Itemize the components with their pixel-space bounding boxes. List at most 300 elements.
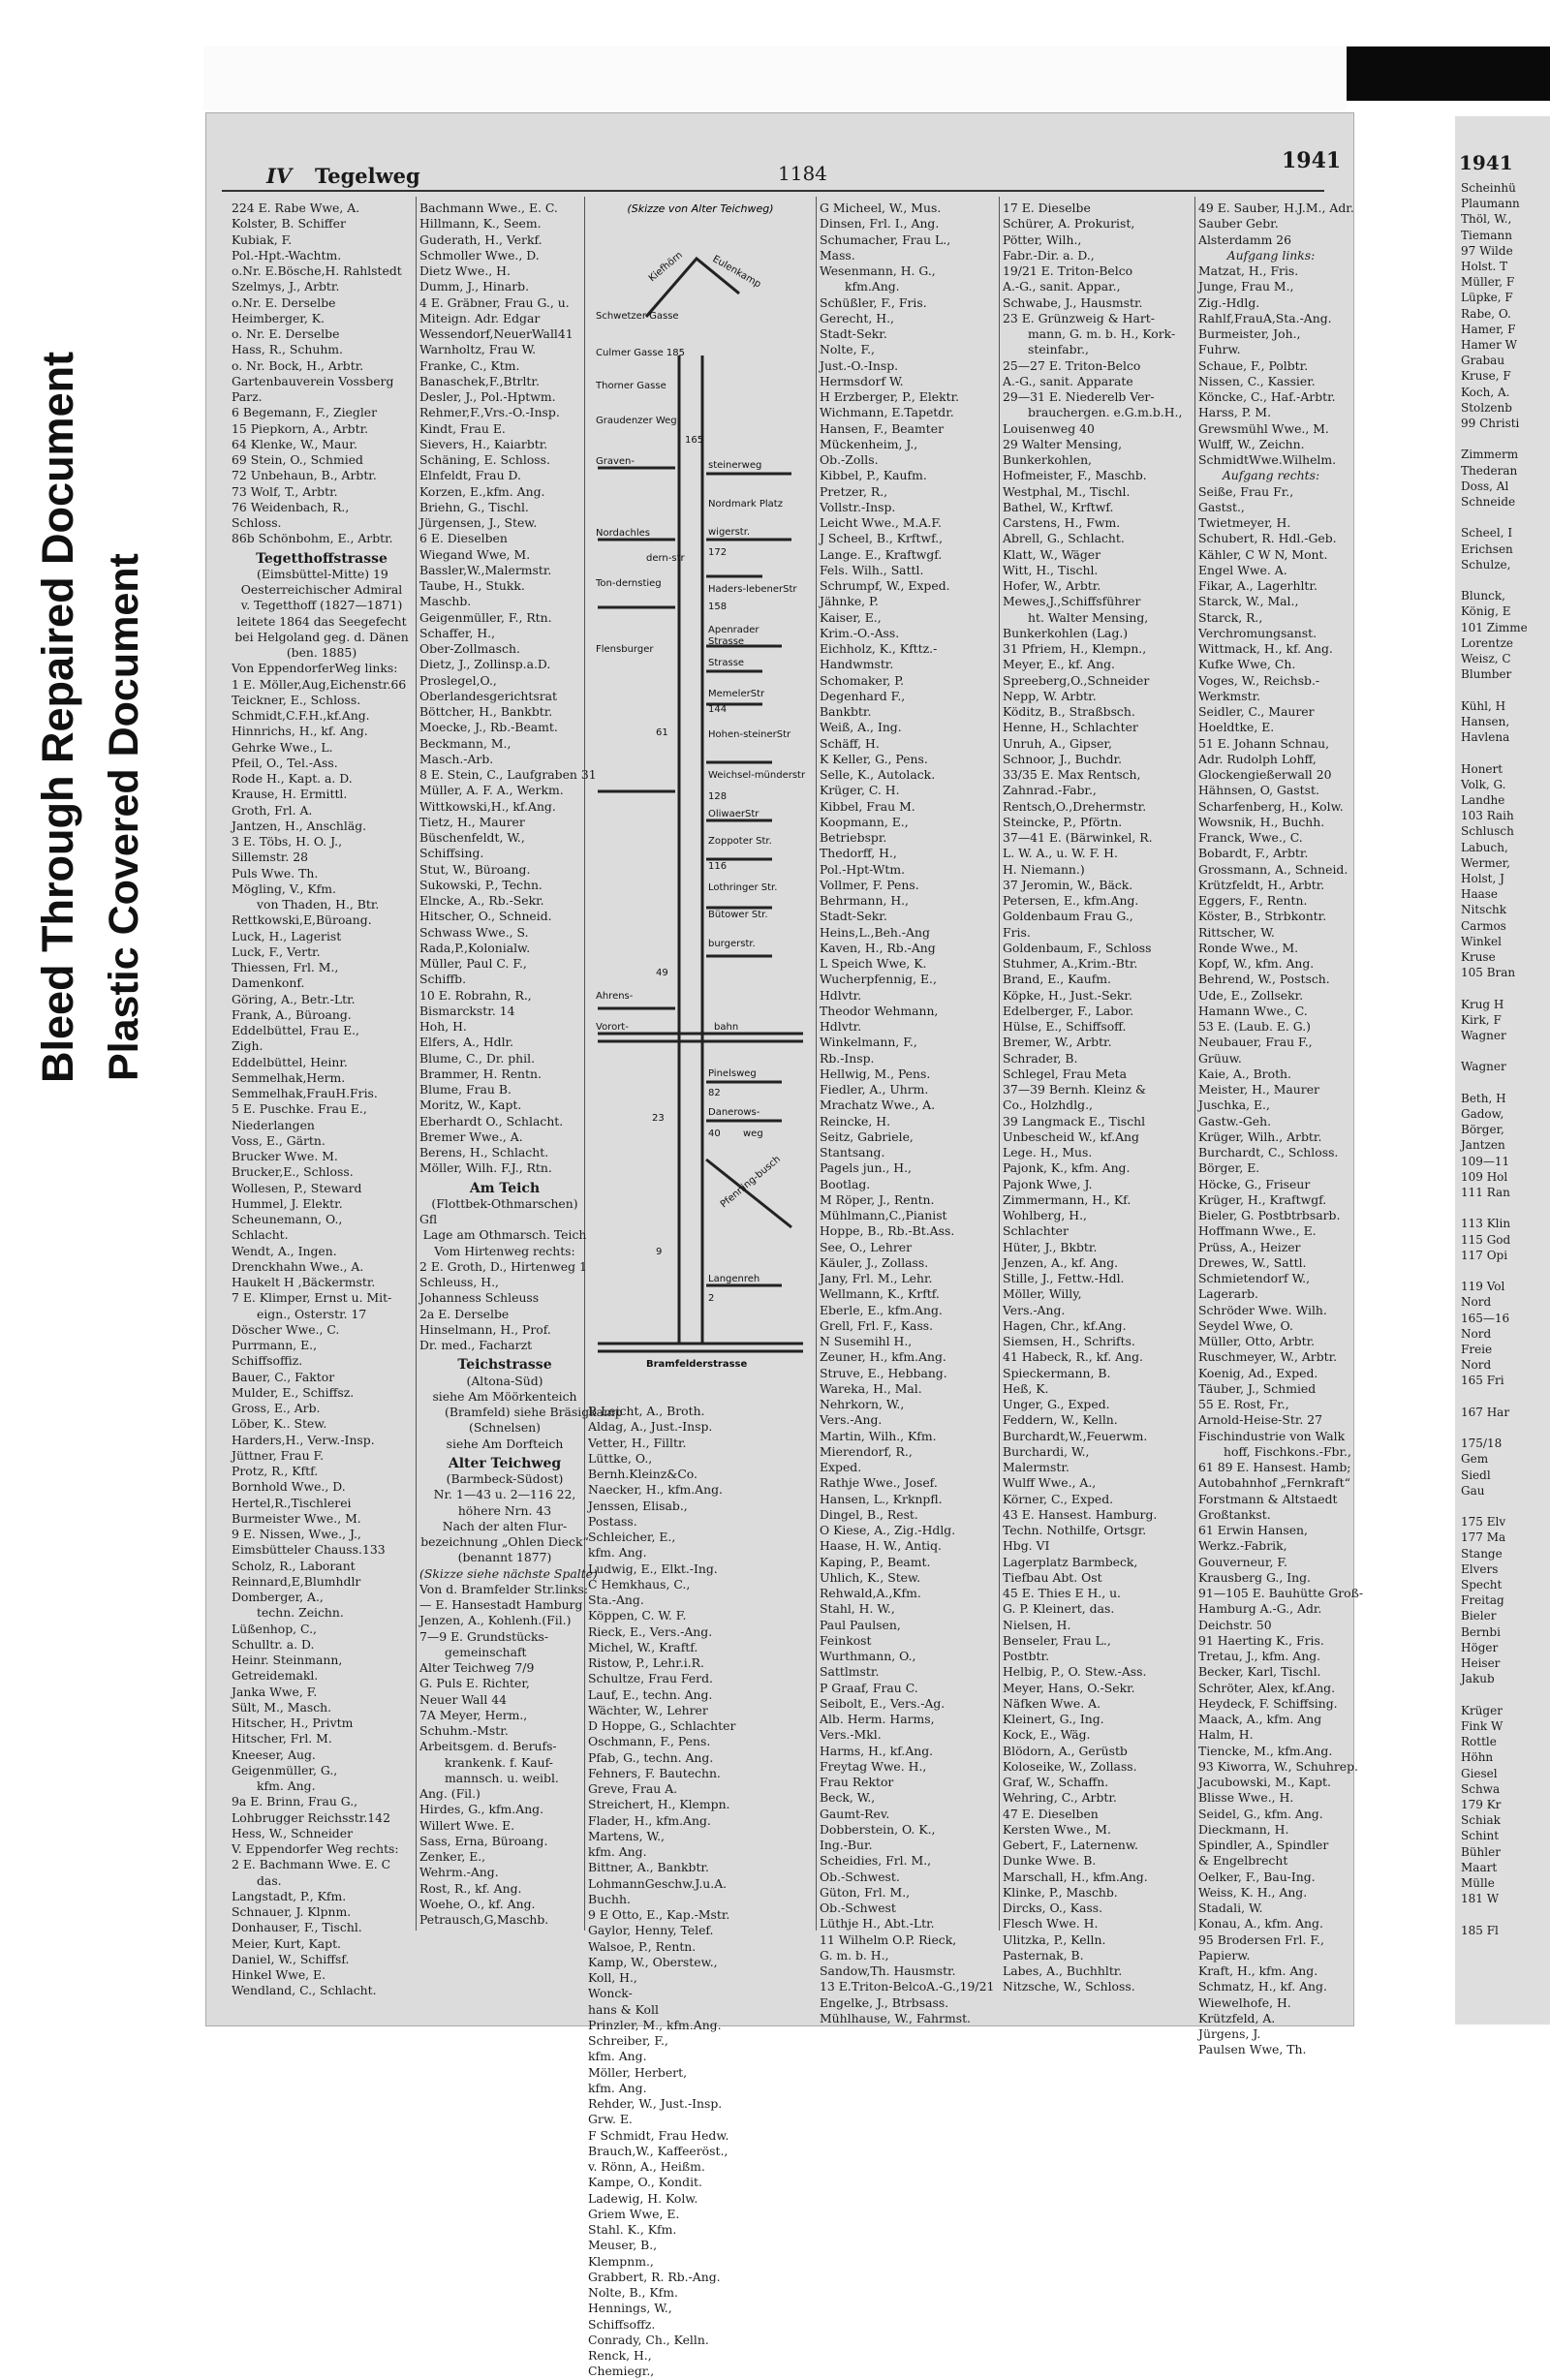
directory-entry: Kersten Wwe., M. — [1003, 1821, 1111, 1837]
directory-entry: mannsch. u. weibl. — [445, 1770, 559, 1785]
directory-entry: Seiße, Frau Fr., — [1198, 483, 1294, 499]
directory-entry: Struve, E., Hebbang. — [820, 1365, 947, 1380]
directory-entry: 69 Stein, O., Schmied — [232, 452, 363, 467]
adjacent-page-line: 109—11 — [1461, 1154, 1510, 1168]
directory-entry: Grewsmühl Wwe., M. — [1198, 420, 1329, 436]
directory-entry: Junge, Frau M., — [1198, 279, 1294, 294]
adjacent-page-line: 165 Fri — [1461, 1374, 1504, 1388]
directory-entry: (Altona-Süd) — [466, 1373, 543, 1388]
sketch-label: wigerstr. — [708, 527, 751, 538]
directory-entry: Kaiser, E., — [820, 609, 882, 625]
directory-entry: Fikar, A., Lagerhltr. — [1198, 578, 1318, 593]
directory-entry: Bremer, W., Arbtr. — [1003, 1035, 1112, 1050]
directory-entry: kfm. Ang. — [588, 2049, 647, 2064]
directory-entry: (Flottbek-Othmarschen) — [431, 1195, 578, 1211]
directory-entry: Forstmann & Altstaedt — [1198, 1491, 1338, 1506]
directory-entry: Haase, H. W., Antiq. — [820, 1538, 942, 1554]
adjacent-page-line: Siedl — [1461, 1468, 1491, 1482]
directory-entry: Wessendorf,NeuerWall41 — [419, 326, 574, 341]
directory-entry: 93 Kiworra, W., Schuhrep. — [1198, 1758, 1358, 1774]
directory-entry: Bathel, W., Krftwf. — [1003, 499, 1114, 514]
directory-entry: Gerecht, H., — [820, 310, 894, 325]
directory-entry: Oschmann, F., Pens. — [588, 1734, 711, 1749]
directory-entry: Greve, Frau A. — [588, 1781, 678, 1796]
sketch-label: 165 — [685, 435, 704, 446]
directory-entry: 224 E. Rabe Wwe, A. — [232, 201, 360, 215]
directory-entry: Müller, Otto, Arbtr. — [1198, 1334, 1316, 1348]
sketch-label: Kiefhörn — [646, 250, 685, 285]
column-divider — [999, 197, 1000, 1931]
directory-entry: 95 Brodersen Frl. F., — [1198, 1932, 1324, 1947]
directory-entry: Grabbert, R. Rb.-Ang. — [588, 2269, 721, 2284]
directory-entry: Dr. med., Facharzt — [419, 1338, 533, 1352]
directory-entry: Rode H., Kapt. a. D. — [232, 771, 353, 786]
directory-entry: Glockengießerwall 20 — [1198, 767, 1332, 782]
directory-entry: Gouverneur, F. — [1198, 1554, 1287, 1569]
directory-entry: Pagels jun., H., — [820, 1160, 912, 1176]
directory-entry: bezeichnung „Ohlen Dieck“ — [420, 1534, 589, 1549]
adjacent-page-line: Krug H — [1461, 997, 1504, 1011]
directory-entry: Jantzen, H., Anschläg. — [232, 818, 367, 833]
directory-entry: (Bramfeld) siehe Bräsigkamp — [445, 1405, 623, 1419]
directory-entry: Köncke, C., Haf.-Arbtr. — [1198, 389, 1336, 404]
directory-entry: Walsoe, P., Rentn. — [588, 1938, 697, 1954]
directory-entry: Winkelmann, F., — [820, 1035, 917, 1050]
directory-entry: Bootlag. — [820, 1176, 871, 1191]
directory-entry: Wehring, C., Arbtr. — [1003, 1790, 1117, 1806]
directory-entry: Domberger, A., — [232, 1590, 324, 1604]
directory-entry: Matzat, H., Fris. — [1198, 263, 1299, 278]
adjacent-page-line: Blumber — [1461, 667, 1512, 682]
directory-entry: Dinsen, Frl. I., Ang. — [820, 216, 940, 232]
directory-entry: 6 E. Dieselben — [419, 531, 508, 546]
directory-entry: Eddelbüttel, Frau E., — [232, 1023, 359, 1037]
column-1 — [232, 201, 412, 1999]
adjacent-page-line: Volk, G. — [1461, 777, 1506, 791]
directory-entry: 2a E. Derselbe — [419, 1306, 510, 1321]
adjacent-page-line: Schulze, — [1461, 557, 1511, 572]
directory-entry: Wucherpfennig, E., — [820, 972, 937, 987]
directory-entry: O Kiese, A., Zig.-Hdlg. — [820, 1523, 956, 1537]
sketch-label: weg — [743, 1128, 763, 1139]
directory-entry: Lüttke, O., — [588, 1450, 653, 1466]
directory-entry: Fiedler, A., Uhrm. — [820, 1082, 929, 1097]
directory-entry: 6 Begemann, F., Ziegler — [232, 405, 378, 420]
directory-entry: Mögling, V., Kfm. — [232, 881, 336, 896]
directory-entry: Rettkowski,E,Büroang. — [232, 912, 372, 928]
sketch-label: Ton-dernstieg — [596, 578, 662, 589]
directory-entry: 25—27 E. Triton-Belco — [1003, 357, 1141, 373]
adjacent-page-line: Müller, F — [1461, 275, 1515, 290]
directory-entry: Burchardi, W., — [1003, 1443, 1090, 1459]
adjacent-page-line: Kirk, F — [1461, 1012, 1502, 1027]
directory-entry: Kaie, A., Broth. — [1198, 1066, 1291, 1081]
sketch-label: Nordmark Platz — [708, 499, 783, 510]
sketch-label: Langenreh — [708, 1274, 760, 1284]
directory-entry: Scheidies, Frl. M., — [820, 1853, 932, 1869]
adjacent-page-line: Haase — [1461, 887, 1499, 902]
directory-entry: das. — [257, 1872, 282, 1888]
directory-entry: techn. Zeichn. — [257, 1605, 344, 1621]
column-5 — [1003, 201, 1191, 1995]
directory-entry: Dietz, J., Zollinsp.a.D. — [419, 657, 551, 672]
directory-entry: Meyer, E., kf. Ang. — [1003, 657, 1115, 672]
directory-entry: von Thaden, H., Btr. — [257, 897, 380, 912]
directory-entry: Mass. — [820, 247, 855, 263]
directory-entry: Luck, F., Vertr. — [232, 943, 321, 959]
directory-entry: Schnauer, J. Klpnm. — [232, 1904, 352, 1919]
directory-entry: Eddelbüttel, Heinr. — [232, 1054, 348, 1069]
directory-entry: Labes, A., Buchhltr. — [1003, 1963, 1123, 1978]
directory-entry: Johanness Schleuss — [419, 1290, 540, 1306]
directory-entry: Halm, H. — [1198, 1727, 1254, 1743]
sketch-label: 144 — [708, 704, 728, 715]
directory-entry: Jany, Frl. M., Lehr. — [820, 1271, 933, 1285]
column-3-entries — [588, 1404, 813, 2380]
directory-entry: Dobberstein, O. K., — [820, 1821, 936, 1837]
directory-entry: Jenzen, A., kf. Ang. — [1003, 1254, 1119, 1270]
adjacent-page-line: 179 Kr — [1461, 1797, 1502, 1811]
directory-entry: Harss, P. M. — [1198, 405, 1272, 420]
directory-entry: Wellmann, K., Krftf. — [820, 1286, 940, 1302]
adjacent-page-line: Tiemann — [1461, 228, 1512, 242]
directory-entry: Alter Teichweg 7/9 — [419, 1660, 535, 1675]
adjacent-page-line: Kruse, F — [1461, 369, 1511, 384]
sketch-label: Pinelsweg — [708, 1068, 757, 1079]
adjacent-page-line: Honert — [1461, 761, 1504, 776]
directory-entry: Kindt, Frau E. — [419, 420, 506, 436]
directory-entry: Autobahnhof „Fernkraft“ — [1198, 1475, 1350, 1491]
directory-entry: Brucker Wwe. M. — [232, 1149, 338, 1163]
adjacent-page-line: Lorentze — [1461, 635, 1514, 650]
directory-entry: Warnholtz, Frau W. — [419, 342, 537, 357]
directory-entry: Nepp, W. Arbtr. — [1003, 688, 1097, 703]
directory-entry: Renck, H., — [588, 2348, 652, 2363]
adjacent-page-line: Stange — [1461, 1546, 1503, 1561]
directory-entry: Wiegand Wwe, M. — [419, 546, 531, 562]
directory-entry: SchmidtWwe.Wilhelm. — [1198, 452, 1337, 467]
adjacent-page-line: Winkel — [1461, 934, 1502, 948]
directory-entry: Rieck, E., Vers.-Ang. — [588, 1623, 713, 1639]
directory-entry: Jüttner, Frau F. — [232, 1447, 325, 1463]
sketch-label: 49 — [656, 968, 668, 978]
directory-entry: Reinnard,E,Blumhdlr — [232, 1573, 361, 1589]
adjacent-page-line: Freie — [1461, 1343, 1493, 1357]
directory-entry: Ob.-Zolls. — [820, 452, 879, 467]
directory-entry: Franck, Wwe., C. — [1198, 830, 1303, 845]
adjacent-page-line — [1455, 980, 1550, 996]
sketch-label: Weichsel-münderstr — [708, 770, 806, 781]
directory-entry: Pfab, G., techn. Ang. — [588, 1749, 714, 1765]
directory-entry: 86b Schönbohm, E., Arbtr. — [232, 531, 393, 546]
directory-entry: Hagen, Chr., kf.Ang. — [1003, 1317, 1127, 1333]
directory-entry: Langstadt, P., Kfm. — [232, 1888, 347, 1903]
directory-entry: Steincke, P., Pförtn. — [1003, 814, 1123, 829]
directory-entry: Kubiak, F. — [232, 232, 293, 247]
directory-entry: Guderath, H., Verkf. — [419, 232, 542, 247]
directory-entry: 51 E. Johann Schnau, — [1198, 735, 1330, 751]
directory-entry: kfm. Ang. — [588, 1844, 647, 1859]
directory-entry: Szelmys, J., Arbtr. — [232, 279, 340, 294]
directory-entry: Hähnsen, O, Gastst. — [1198, 783, 1319, 798]
directory-entry: Kraft, H., kfm. Ang. — [1198, 1963, 1318, 1978]
directory-entry: Ruschmeyer, W., Arbtr. — [1198, 1349, 1338, 1365]
directory-entry: Starck, R., — [1198, 609, 1263, 625]
directory-entry: Ronde Wwe., M. — [1198, 940, 1299, 955]
directory-entry: Damenkonf. — [232, 975, 305, 991]
directory-entry: Schumacher, Frau L., — [820, 232, 951, 247]
sketch-label: steinerweg — [708, 460, 762, 471]
directory-entry: Degenhard F., — [820, 688, 906, 703]
adjacent-page-line: Labuch, — [1461, 840, 1508, 854]
directory-entry: Pretzer, R., — [820, 483, 888, 499]
directory-entry: Elnfeldt, Frau D. — [419, 468, 521, 483]
directory-entry: 37 Jeromin, W., Bäck. — [1003, 877, 1133, 892]
directory-entry: Burmeister Wwe., M. — [232, 1510, 361, 1526]
directory-entry: Maack, A., kfm. Ang — [1198, 1712, 1322, 1726]
directory-entry: Unger, G., Exped. — [1003, 1397, 1110, 1411]
directory-entry: Dieckmann, H. — [1198, 1821, 1289, 1837]
directory-entry: 13 E.Triton-BelcoA.-G.,19/21 — [820, 1979, 995, 1994]
directory-entry: kfm.Ang. — [845, 279, 900, 294]
directory-entry: Göring, A., Betr.-Ltr. — [232, 991, 356, 1006]
directory-entry: 8 E. Stein, C., Laufgraben 31 — [419, 767, 597, 782]
directory-entry: Nielsen, H. — [1003, 1617, 1071, 1632]
directory-entry: Mühlmann,C.,Pianist — [820, 1208, 947, 1222]
scan-dark-edge — [1347, 46, 1550, 101]
directory-entry: Döscher Wwe., C. — [232, 1321, 340, 1337]
directory-entry: o. Nr. E. Derselbe — [232, 326, 340, 341]
directory-entry: Pol.-Hpt-Wtm. — [820, 861, 906, 877]
directory-entry: Theodor Wehmann, — [820, 1003, 939, 1018]
side-label-plastic-covered: Plastic Covered Document — [101, 553, 147, 1081]
header-rule — [222, 190, 1324, 192]
directory-entry: Hennings, W., — [588, 2301, 672, 2316]
directory-entry: Jenssen, Elisab., — [588, 1498, 688, 1513]
directory-entry: Feddern, W., Kelln. — [1003, 1412, 1118, 1428]
directory-entry: Lege. H., Mus. — [1003, 1145, 1093, 1159]
adjacent-page-line: 113 Klin — [1461, 1217, 1511, 1231]
adjacent-page-line: Elvers — [1461, 1561, 1499, 1576]
directory-entry: Sandow,Th. Hausmstr. — [820, 1963, 956, 1978]
directory-entry: Bassler,W.,Malermstr. — [419, 562, 552, 577]
directory-entry: Ristow, P., Lehr.i.R. — [588, 1655, 704, 1670]
directory-entry: Hinselmann, H., Prof. — [419, 1321, 551, 1337]
directory-entry: ht. Walter Mensing, — [1028, 609, 1149, 625]
adjacent-page-line: Schint — [1461, 1829, 1500, 1843]
sketch-label: Schwetzer Gasse — [596, 311, 679, 322]
directory-entry: Seydel Wwe, O. — [1198, 1317, 1293, 1333]
directory-entry: Conrady, Ch., Kelln. — [588, 2332, 709, 2347]
directory-entry: Vetter, H., Filltr. — [588, 1435, 687, 1450]
directory-entry: Deichstr. 50 — [1198, 1617, 1272, 1632]
directory-entry: 5 E. Puschke. Frau E., — [232, 1101, 367, 1117]
directory-entry: 9 E. Nissen, Wwe., J., — [232, 1527, 361, 1541]
adjacent-page-line: Wermer, — [1461, 855, 1510, 870]
directory-entry: Exped. — [820, 1460, 862, 1474]
directory-entry: Vollstr.-Insp. — [820, 499, 896, 514]
directory-entry: Maschb. — [419, 594, 472, 609]
directory-entry: Purrmann, E., — [232, 1338, 318, 1352]
directory-entry: Hinnrichs, H., kf. Ang. — [232, 724, 368, 739]
directory-entry: Gebert, F., Laternenw. — [1003, 1838, 1138, 1852]
directory-entry: Spieckermann, B. — [1003, 1365, 1111, 1380]
street-heading: Tegelweg — [315, 164, 420, 188]
directory-entry: Rada,P.,Kolonialw. — [419, 940, 531, 955]
directory-entry: Wiewelhofe, H. — [1198, 1994, 1291, 2010]
adjacent-page-line — [1455, 1687, 1550, 1703]
directory-entry: Ang. (Fil.) — [419, 1786, 480, 1801]
directory-entry: Burchardt,W.,Feuerwm. — [1003, 1428, 1148, 1443]
directory-entry: Schürer, A. Prokurist, — [1003, 216, 1135, 232]
directory-entry: Pfeil, O., Tel.-Ass. — [232, 755, 338, 770]
directory-entry: Jacubowski, M., Kapt. — [1198, 1775, 1331, 1789]
directory-entry: Bauer, C., Faktor — [232, 1369, 335, 1384]
sketch-label: Zoppoter Str. — [708, 836, 772, 847]
adjacent-page-line: Maart — [1461, 1860, 1498, 1874]
directory-entry: Brand, E., Kaufm. — [1003, 972, 1111, 987]
directory-entry: Wichmann, E.Tapetdr. — [820, 405, 954, 420]
directory-entry: Stille, J., Fettw.-Hdl. — [1003, 1271, 1125, 1285]
directory-entry: 73 Wolf, T., Arbtr. — [232, 483, 338, 499]
adjacent-page-line — [1455, 1043, 1550, 1059]
directory-entry: Käuler, J., Zollass. — [820, 1254, 929, 1270]
directory-entry: Krüger, H., Kraftwgf. — [1198, 1191, 1327, 1207]
directory-entry: J Scheel, B., Krftwf., — [820, 531, 944, 546]
directory-entry: Sattlmstr. — [820, 1664, 880, 1680]
directory-entry: Bankbtr. — [820, 704, 872, 719]
directory-entry: Seidler, C., Maurer — [1198, 704, 1315, 719]
directory-entry: 15 Piepkorn, A., Arbtr. — [232, 420, 369, 436]
directory-entry: Hülse, E., Schiffsoff. — [1003, 1019, 1127, 1034]
directory-entry: Schwass Wwe., S. — [419, 924, 529, 940]
adjacent-page-line: Bühler — [1461, 1844, 1501, 1859]
directory-entry: Vollmer, F. Pens. — [820, 877, 919, 892]
directory-entry: Krim.-O.-Ass. — [820, 625, 900, 640]
directory-entry: Betriebspr. — [820, 830, 887, 845]
directory-entry: Freytag Wwe. H., — [820, 1758, 927, 1774]
directory-entry: Groth, Frl. A. — [232, 802, 313, 818]
directory-entry: Hofmeister, F., Maschb. — [1003, 468, 1147, 483]
directory-entry: Witt, H., Tischl. — [1003, 562, 1099, 577]
directory-entry: L. W. A., u. W. F. H. — [1003, 846, 1118, 861]
directory-entry: Ing.-Bur. — [820, 1838, 873, 1852]
directory-entry: Krützfeld, A. — [1198, 2010, 1276, 2025]
adjacent-page-line: Höhn — [1461, 1750, 1494, 1765]
directory-entry: Carstens, H., Fwm. — [1003, 515, 1121, 530]
adjacent-page-line: Holst, J — [1461, 871, 1504, 885]
directory-entry: 91—105 E. Bauhütte Groß- — [1198, 1586, 1364, 1600]
directory-entry: Köditz, B., Straßbsch. — [1003, 704, 1135, 719]
directory-entry: Lagerarb. — [1198, 1286, 1258, 1302]
directory-entry: Teickner, E., Schloss. — [232, 692, 361, 707]
directory-entry: siehe Am Dorfteich — [446, 1436, 564, 1451]
adjacent-page-line: Nord — [1461, 1358, 1492, 1373]
directory-entry: Gfl — [419, 1212, 438, 1226]
directory-entry: Neuer Wall 44 — [419, 1691, 508, 1707]
year-label: 1941 — [1282, 148, 1342, 173]
directory-entry: Petrausch,G,Maschb. — [419, 1912, 549, 1927]
adjacent-page-line — [1455, 431, 1550, 447]
directory-entry: H Erzberger, P., Elektr. — [820, 389, 960, 404]
directory-entry: Just.-O.-Insp. — [820, 357, 899, 373]
directory-entry: Müller, A. F. A., Werkm. — [419, 783, 564, 798]
directory-entry: Krützfeldt, H., Arbtr. — [1198, 877, 1325, 892]
sketch-label: OliwaerStr — [708, 809, 760, 819]
sketch-label: Flensburger — [596, 644, 654, 655]
directory-entry: (ben. 1885) — [286, 645, 357, 660]
directory-entry: Paulsen Wwe, Th. — [1198, 2042, 1307, 2057]
adjacent-page-line: Heiser — [1461, 1656, 1501, 1671]
directory-entry: A.-G., sanit. Appar., — [1003, 279, 1121, 294]
adjacent-page-line: 99 Christi — [1461, 417, 1520, 431]
directory-entry: hans & Koll — [588, 2001, 659, 2017]
directory-entry: Buchh. — [588, 1891, 631, 1906]
directory-entry: Rehwald,A.,Kfm. — [820, 1586, 921, 1600]
sketch-label: 158 — [708, 602, 728, 612]
directory-entry: Mierendorf, R., — [820, 1443, 913, 1459]
sketch-map-drawing — [588, 201, 813, 1398]
directory-entry: Koloseike, W., Zollass. — [1003, 1758, 1137, 1774]
directory-entry: Eimsbütteler Chauss.133 — [232, 1542, 386, 1558]
directory-entry: Tretau, J., kfm. Ang. — [1198, 1649, 1321, 1663]
directory-entry: Schmoller Wwe., D. — [419, 247, 540, 263]
directory-entry: Pötter, Wilh., — [1003, 232, 1082, 247]
side-label-bleed-through: Bleed Through Repaired Document — [33, 351, 82, 1083]
directory-entry: 10 E. Robrahn, R., — [419, 987, 532, 1003]
directory-entry: Michel, W., Kraftf. — [588, 1639, 698, 1654]
directory-entry: Vers.-Ang. — [1003, 1302, 1066, 1317]
directory-entry: Meuser, B., — [588, 2238, 658, 2253]
sketch-label: bahn — [714, 1022, 739, 1033]
adjacent-page-line: Hamer W — [1461, 338, 1517, 353]
directory-entry: Seibolt, E., Vers.-Ag. — [820, 1695, 946, 1711]
directory-entry: Beck, W., — [820, 1790, 876, 1806]
directory-entry: 45 E. Thies E H., u. — [1003, 1586, 1121, 1600]
directory-entry: Kibbel, Frau M. — [820, 798, 915, 814]
adjacent-page-line: Hamer, F — [1461, 322, 1516, 336]
directory-entry: Krüger, C. H. — [820, 783, 900, 798]
directory-entry: Möller, Wilh. F.J., Rtn. — [419, 1160, 552, 1176]
directory-entry: 47 E. Dieselben — [1003, 1806, 1099, 1821]
directory-entry: Körner, C., Exped. — [1003, 1491, 1114, 1506]
directory-entry: Woehe, O., kf. Ang. — [419, 1896, 536, 1911]
adjacent-page-line: 175 Elv — [1461, 1515, 1506, 1530]
adjacent-page-line: 185 Fl — [1461, 1923, 1499, 1937]
directory-entry: Hansen, L., Krknpfl. — [820, 1491, 943, 1506]
adjacent-page-line: Beth, H — [1461, 1091, 1506, 1105]
directory-entry: Müller, Paul C. F., — [419, 956, 527, 971]
directory-entry: Hamburg A.-G., Adr. — [1198, 1601, 1322, 1617]
directory-entry: Möller, Herbert, — [588, 2064, 688, 2080]
directory-entry: Eggers, F., Rentn. — [1198, 893, 1308, 908]
directory-entry: 7 E. Klimper, Ernst u. Mit- — [232, 1290, 392, 1306]
adjacent-page-line — [1455, 572, 1550, 588]
directory-entry: Schmietendorf W., — [1198, 1271, 1311, 1285]
directory-entry: Banaschek,F.,Btrltr. — [419, 373, 540, 388]
adjacent-page-line: Hansen, — [1461, 714, 1510, 728]
directory-entry: 43 E. Hansest. Hamburg. — [1003, 1506, 1158, 1522]
directory-entry: Bobardt, F., Arbtr. — [1198, 846, 1309, 861]
directory-entry: Flesch Wwe. H. — [1003, 1916, 1099, 1932]
directory-entry: Henne, H., Schlachter — [1003, 720, 1138, 735]
sketch-label: burgerstr. — [708, 939, 756, 949]
directory-entry: Sillemstr. 28 — [232, 850, 309, 865]
directory-entry: 91 Haerting K., Fris. — [1198, 1632, 1324, 1648]
directory-entry: Pol.-Hpt.-Wachtm. — [232, 247, 342, 263]
directory-entry: Desler, J., Pol.-Hptwm. — [419, 389, 556, 404]
directory-entry: Mühlhause, W., Fahrmst. — [820, 2010, 971, 2025]
